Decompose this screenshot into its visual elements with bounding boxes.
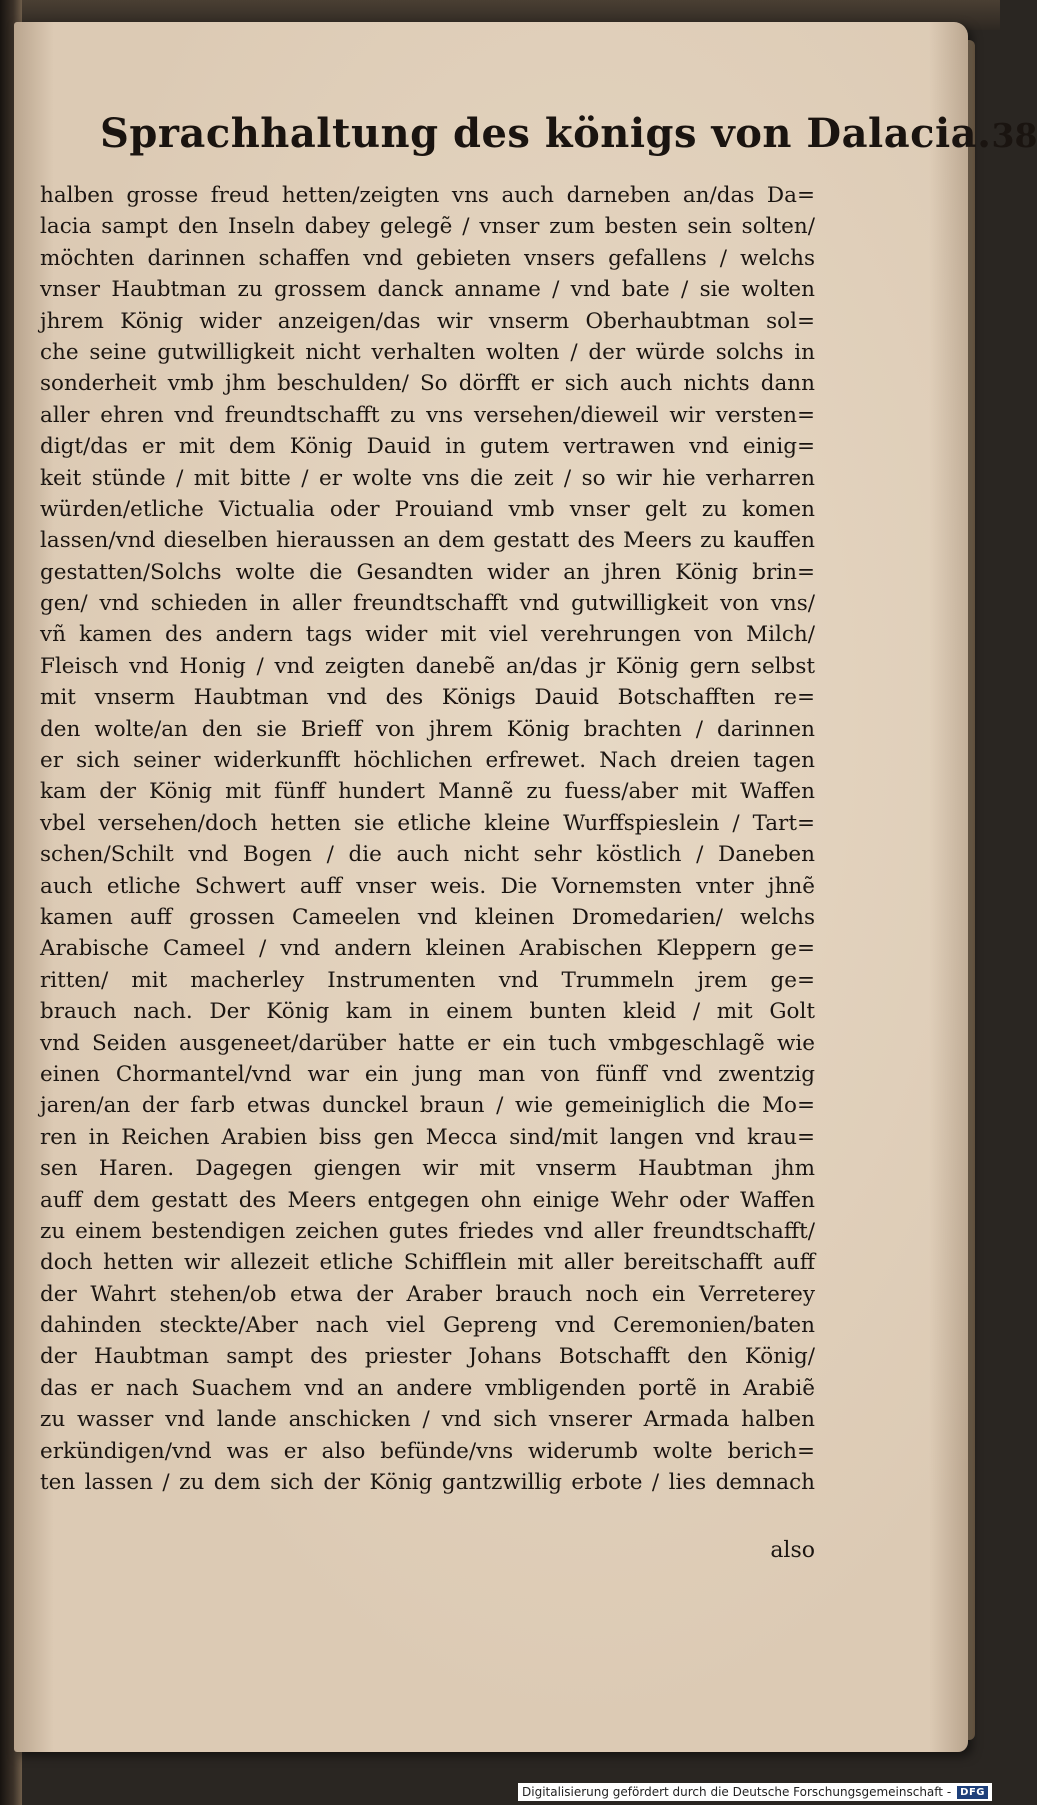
credit-text: Digitalisierung gefördert durch die Deutsche Forschungsgemeinschaft - [522, 1785, 952, 1799]
text-line: aller ehren vnd freundtschafft zu vns versehen/dieweil wir versten= [40, 402, 815, 428]
text-line: möchten darinnen schaffen vnd gebieten vnsers gefallens / welchs [40, 245, 815, 271]
text-line: er sich seiner widerkunfft höchlichen erfrewet. Nach dreien tagen [40, 748, 815, 774]
body-text [40, 180, 815, 1498]
text-line: lacia sampt den Inseln dabey gelegẽ / vnser zum besten sein solten/ [40, 214, 815, 240]
text-line: vñ kamen des andern tags wider mit viel verehrungen von Milch/ [40, 622, 815, 648]
text-line: brauch nach. Der König kam in einem bunten kleid / mit Golt [40, 999, 815, 1025]
text-line: gen/ vnd schieden in aller freundtschafft vnd gutwilligkeit von vns/ [40, 591, 815, 617]
text-line: Arabische Cameel / vnd andern kleinen Arabischen Kleppern ge= [40, 936, 815, 962]
text-line: vnd Seiden ausgeneet/darüber hatte er ein tuch vmbgeschlagẽ wie [40, 1030, 815, 1056]
text-line: vnser Haubtman zu grossem danck anname / vnd bate / sie wolten [40, 277, 815, 303]
text-line: auff dem gestatt des Meers entgegen ohn einige Wehr oder Waffen [40, 1187, 815, 1213]
text-line: jaren/an der farb etwas dunckel braun / wie gemeiniglich die Mo= [40, 1093, 815, 1119]
text-line: ritten/ mit macherley Instrumenten vnd Trummeln jrem ge= [40, 967, 815, 993]
text-line: che seine gutwilligkeit nicht verhalten wolten / der würde solchs in [40, 339, 815, 365]
text-line: den wolte/an den sie Brieff von jhrem König brachten / darinnen [40, 716, 815, 742]
dfg-logo-icon: DFG [957, 1786, 988, 1799]
digitization-credit [518, 1783, 992, 1801]
running-header [100, 110, 1037, 170]
text-line: mit vnserm Haubtman vnd des Königs Dauid Botschafften re= [40, 685, 815, 711]
text-line: jhrem König wider anzeigen/das wir vnserm Oberhaubtman sol= [40, 308, 815, 334]
text-line: sonderheit vmb jhm beschulden/ So dörfft er sich auch nichts dann [40, 371, 815, 397]
text-line: dahinden steckte/Aber nach viel Gepreng vnd Ceremonien/baten [40, 1313, 815, 1339]
text-line: gestatten/Solchs wolte die Gesandten wider an jhren König brin= [40, 559, 815, 585]
text-line: ten lassen / zu dem sich der König gantzwillig erbote / lies demnach [40, 1470, 815, 1496]
text-line: würden/etliche Victualia oder Prouiand vmb vnser gelt zu komen [40, 496, 815, 522]
text-line: einen Chormantel/vnd war ein jung man von fünff vnd zwentzig [40, 1061, 815, 1087]
page-number: 38 [991, 116, 1037, 155]
text-line: kamen auff grossen Cameelen vnd kleinen Dromedarien/ welchs [40, 904, 815, 930]
text-line: sen Haren. Dagegen giengen wir mit vnserm Haubtman jhm [40, 1156, 815, 1182]
text-line: erkündigen/vnd was er also befünde/vns widerumb wolte berich= [40, 1438, 815, 1464]
catchword: also [770, 1538, 815, 1563]
text-line: Fleisch vnd Honig / vnd zeigten danebẽ an/das jr König gern selbst [40, 653, 815, 679]
text-line: der Haubtman sampt des priester Johans Botschafft den König/ [40, 1344, 815, 1370]
text-line: schen/Schilt vnd Bogen / die auch nicht sehr köstlich / Daneben [40, 842, 815, 868]
text-line: das er nach Suachem vnd an andere vmbligenden portẽ in Arabiẽ [40, 1375, 815, 1401]
text-line: vbel versehen/doch hetten sie etliche kleine Wurffspieslein / Tart= [40, 810, 815, 836]
text-line: doch hetten wir allezeit etliche Schifflein mit aller bereitschafft auff [40, 1250, 815, 1276]
text-line: zu einem bestendigen zeichen gutes friedes vnd aller freundtschafft/ [40, 1218, 815, 1244]
text-line: kam der König mit fünff hundert Mannẽ zu fuess/aber mit Waffen [40, 779, 815, 805]
header-title: Sprachhaltung des königs von Dalacia. [100, 110, 992, 157]
text-line: keit stünde / mit bitte / er wolte vns die zeit / so wir hie verharren [40, 465, 815, 491]
text-line: lassen/vnd dieselben hieraussen an dem gestatt des Meers zu kauffen [40, 528, 815, 554]
text-line: der Wahrt stehen/ob etwa der Araber brauch noch ein Verreterey [40, 1281, 815, 1307]
text-line: ren in Reichen Arabien biss gen Mecca sind/mit langen vnd krau= [40, 1124, 815, 1150]
text-line: zu wasser vnd lande anschicken / vnd sich vnserer Armada halben [40, 1407, 815, 1433]
text-line: halben grosse freud hetten/zeigten vns auch darneben an/das Da= [40, 183, 815, 208]
text-line: digt/das er mit dem König Dauid in gutem vertrawen vnd einig= [40, 434, 815, 460]
text-line: auch etliche Schwert auff vnser weis. Die Vornemsten vnter jhnẽ [40, 873, 815, 899]
